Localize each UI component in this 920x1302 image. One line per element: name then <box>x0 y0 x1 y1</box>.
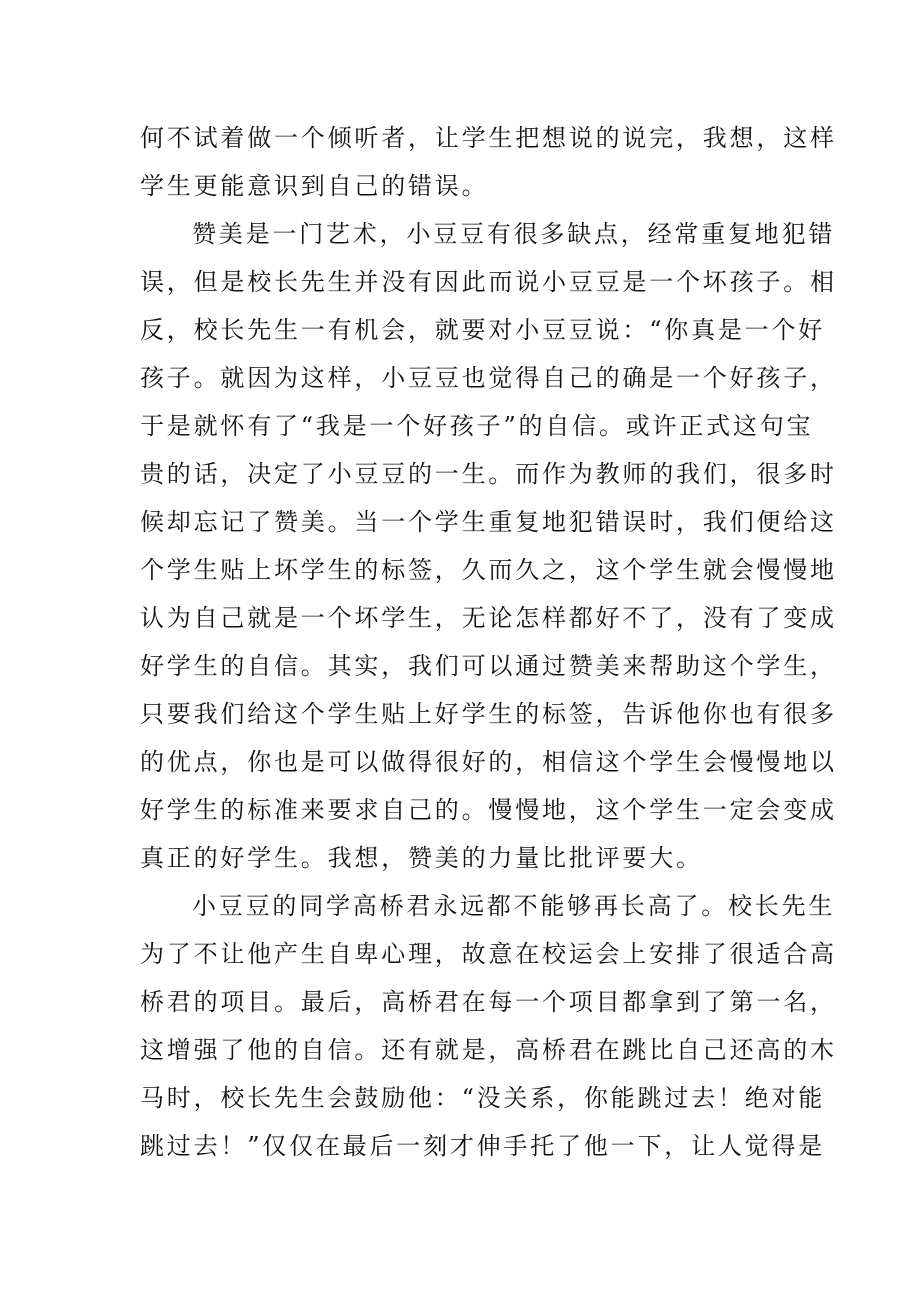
text-line: 桥君的项目。最后，高桥君在每一个项目都拿到了第一名， <box>140 988 837 1016</box>
text-line: 这增强了他的自信。还有就是，高桥君在跳比自己还高的木 <box>140 1036 837 1064</box>
text-line: 于是就怀有了“我是一个好孩子”的自信。或许正式这句宝 <box>140 412 814 440</box>
text-line: 好学生的自信。其实，我们可以通过赞美来帮助这个学生， <box>140 652 837 680</box>
text-line: 孩子。就因为这样，小豆豆也觉得自己的确是一个好孩子， <box>140 364 837 392</box>
text-line: 只要我们给这个学生贴上好学生的标签，告诉他你也有很多 <box>140 700 837 728</box>
text-line: 贵的话，决定了小豆豆的一生。而作为教师的我们，很多时 <box>140 460 837 488</box>
paragraph <box>140 114 837 210</box>
text-line: 为了不让他产生自卑心理，故意在校运会上安排了很适合高 <box>140 940 837 968</box>
text-line: 赞美是一门艺术，小豆豆有很多缺点，经常重复地犯错 <box>192 220 836 248</box>
paragraph <box>140 882 837 1170</box>
body-text <box>140 114 837 1170</box>
text-line: 的优点，你也是可以做得很好的，相信这个学生会慢慢地以 <box>140 748 837 776</box>
text-line: 好学生的标准来要求自己的。慢慢地，这个学生一定会变成 <box>140 796 837 824</box>
text-line: 误，但是校长先生并没有因此而说小豆豆是一个坏孩子。相 <box>140 268 837 296</box>
text-line: 候却忘记了赞美。当一个学生重复地犯错误时，我们便给这 <box>140 508 837 536</box>
text-line: 学生更能意识到自己的错误。 <box>140 172 489 200</box>
text-line: 马时，校长先生会鼓励他：“没关系，你能跳过去！绝对能 <box>140 1084 826 1112</box>
paragraph <box>140 210 837 882</box>
text-line: 个学生贴上坏学生的标签，久而久之，这个学生就会慢慢地 <box>140 556 837 584</box>
text-line: 反，校长先生一有机会，就要对小豆豆说：“你真是一个好 <box>140 316 826 344</box>
text-line: 何不试着做一个倾听者，让学生把想说的说完，我想，这样 <box>140 124 837 152</box>
text-line: 认为自己就是一个坏学生，无论怎样都好不了，没有了变成 <box>140 604 837 632</box>
text-line: 小豆豆的同学高桥君永远都不能够再长高了。校长先生 <box>192 892 836 920</box>
text-line: 真正的好学生。我想，赞美的力量比批评要大。 <box>140 844 703 872</box>
text-line: 跳过去！”仅仅在最后一刻才伸手托了他一下，让人觉得是 <box>140 1132 826 1160</box>
